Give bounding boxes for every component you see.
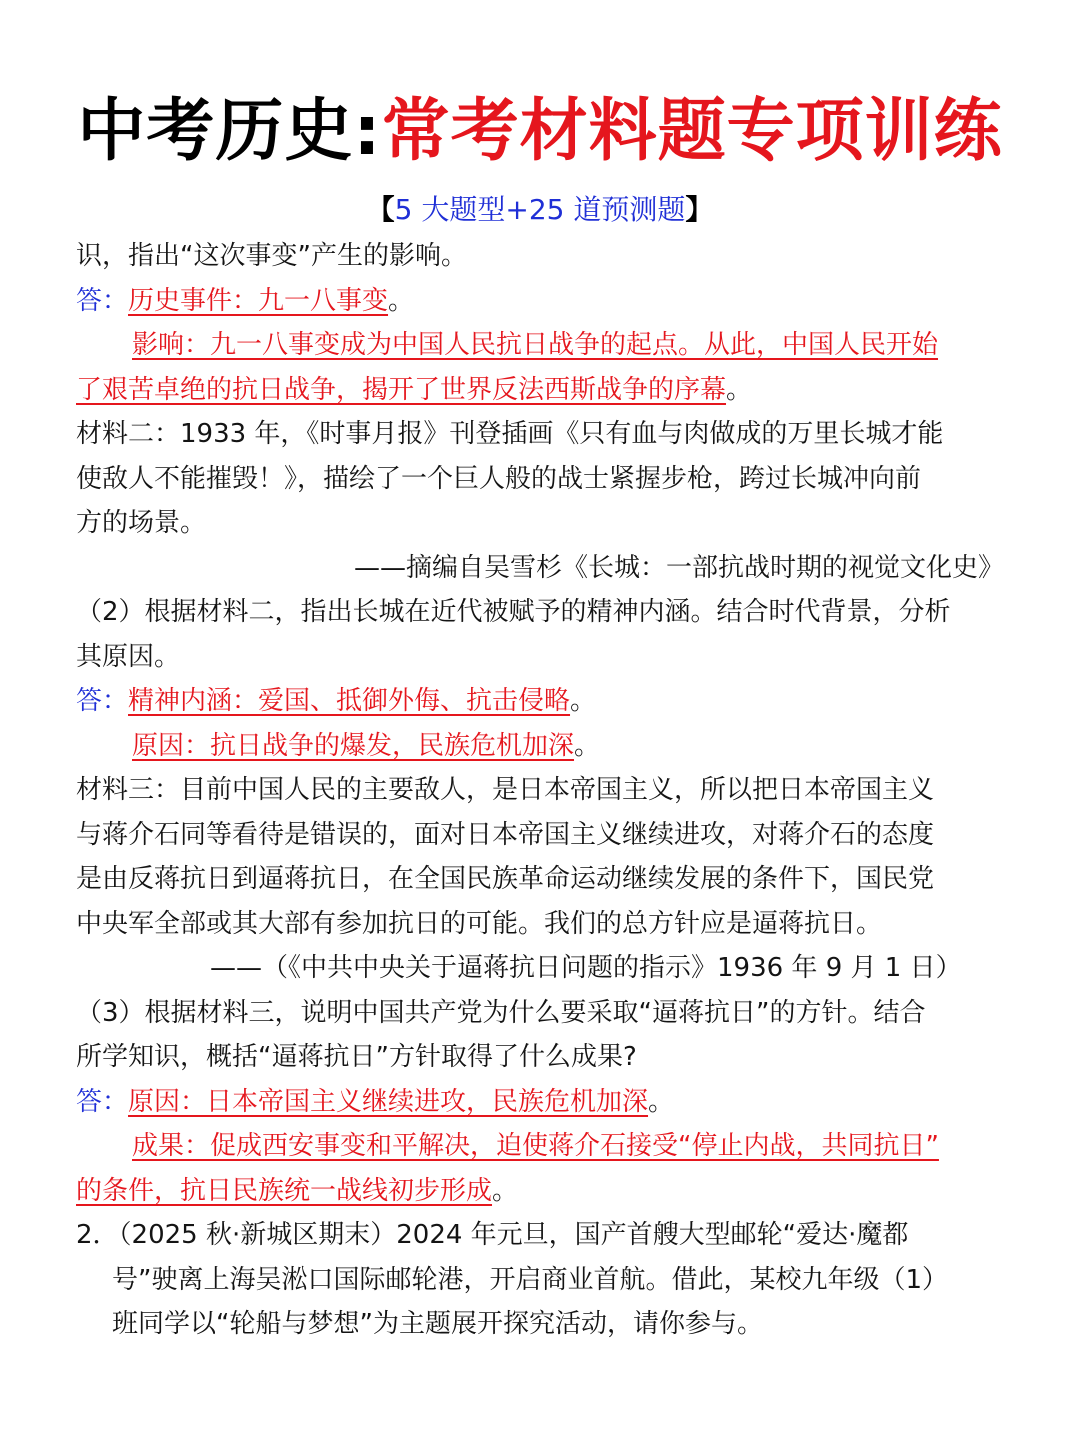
- period: 。: [492, 1175, 519, 1206]
- material-source: ——（《中共中央关于逼蒋抗日问题的指示》1936 年 9 月 1 日）: [210, 953, 962, 983]
- period: 。: [574, 730, 601, 761]
- material-line: 材料二：1933 年，《时事月报》刊登插画《只有血与肉做成的万里长城才能: [76, 419, 944, 449]
- answer-text: 历史事件：九一八事变: [128, 285, 389, 316]
- answer-text: 的条件，抗日民族统一战线初步形成: [76, 1175, 493, 1206]
- question-line: （2）根据材料二，指出长城在近代被赋予的精神内涵。结合时代背景，分析: [76, 597, 951, 627]
- title-prefix: 中考历史:: [77, 92, 382, 171]
- material-line: 是由反蒋抗日到逼蒋抗日，在全国民族革命运动继续发展的条件下，国民党: [76, 864, 935, 894]
- subtitle: [76, 190, 1004, 234]
- material-source: ——摘编自吴雪杉《长城：一部抗战时期的视觉文化史》: [353, 552, 1004, 583]
- page-title: [76, 0, 1004, 186]
- period: 。: [388, 285, 415, 316]
- answer-text: 成果：促成西安事变和平解决，迫使蒋介石接受“停止内战，共同抗日”: [132, 1131, 939, 1161]
- answer-label: 答：: [76, 285, 129, 316]
- answer-text: 了艰苦卓绝的抗日战争，揭开了世界反法西斯战争的序幕: [76, 374, 727, 405]
- answer-line: [76, 1124, 1004, 1169]
- material-line: 与蒋介石同等看待是错误的，面对日本帝国主义继续进攻，对蒋介石的态度: [76, 819, 935, 850]
- period: 。: [648, 1086, 675, 1117]
- subtitle-close-bracket: 】: [685, 193, 714, 226]
- answer-line: [76, 368, 1004, 413]
- title-highlight: 常考材料题专项训练: [381, 92, 1003, 171]
- material-line: 材料三：目前中国人民的主要敌人，是日本帝国主义，所以把日本帝国主义: [76, 775, 935, 805]
- answer-line: [76, 279, 1004, 324]
- period: 。: [570, 686, 597, 716]
- question-line: （3）根据材料三，说明中国共产党为什么要采取“逼蒋抗日”的方针。结合: [76, 997, 926, 1028]
- question-line: 班同学以“轮船与梦想”为主题展开探究活动，请你参与。: [112, 1309, 763, 1339]
- subtitle-open-bracket: 【: [366, 193, 395, 226]
- period: 。: [726, 374, 753, 405]
- answer-line: [76, 1080, 1004, 1125]
- answer-text: 原因：日本帝国主义继续进攻，民族危机加深: [128, 1086, 649, 1117]
- answer-line: [76, 724, 1004, 769]
- answer-text: 影响：九一八事变成为中国人民抗日战争的起点。从此，中国人民开始: [132, 330, 939, 360]
- subtitle-text: 5 大题型+25 道预测题: [394, 193, 686, 226]
- question-line: 其原因。: [76, 641, 181, 672]
- question-line: 2．（2025 秋·新城区期末）2024 年元旦，国产首艘大型邮轮“爱达·魔都: [76, 1220, 909, 1250]
- material-line: 中央军全部或其大部有参加抗日的可能。我们的总方针应是逼蒋抗日。: [76, 908, 883, 939]
- answer-line: [76, 679, 1004, 724]
- answer-line: [76, 1169, 1004, 1214]
- document-body: [76, 234, 1004, 1347]
- answer-label: 答：: [76, 1086, 129, 1117]
- answer-text: 原因：抗日战争的爆发，民族危机加深: [132, 730, 575, 761]
- answer-line: [76, 323, 1004, 368]
- question-line: 所学知识，概括“逼蒋抗日”方针取得了什么成果?: [76, 1042, 637, 1072]
- material-line: 使敌人不能摧毁！》，描绘了一个巨人般的战士紧握步枪，跨过长城冲向前: [76, 463, 922, 494]
- text-line: 识，指出“这次事变”产生的影响。: [76, 241, 467, 271]
- question-line: 号”驶离上海吴淞口国际邮轮港，开启商业首航。借此，某校九年级（1）: [112, 1264, 949, 1295]
- answer-label: 答：: [76, 686, 129, 716]
- material-line: 方的场景。: [76, 508, 207, 538]
- answer-text: 精神内涵：爱国、抵御外侮、抗击侵略: [128, 686, 571, 716]
